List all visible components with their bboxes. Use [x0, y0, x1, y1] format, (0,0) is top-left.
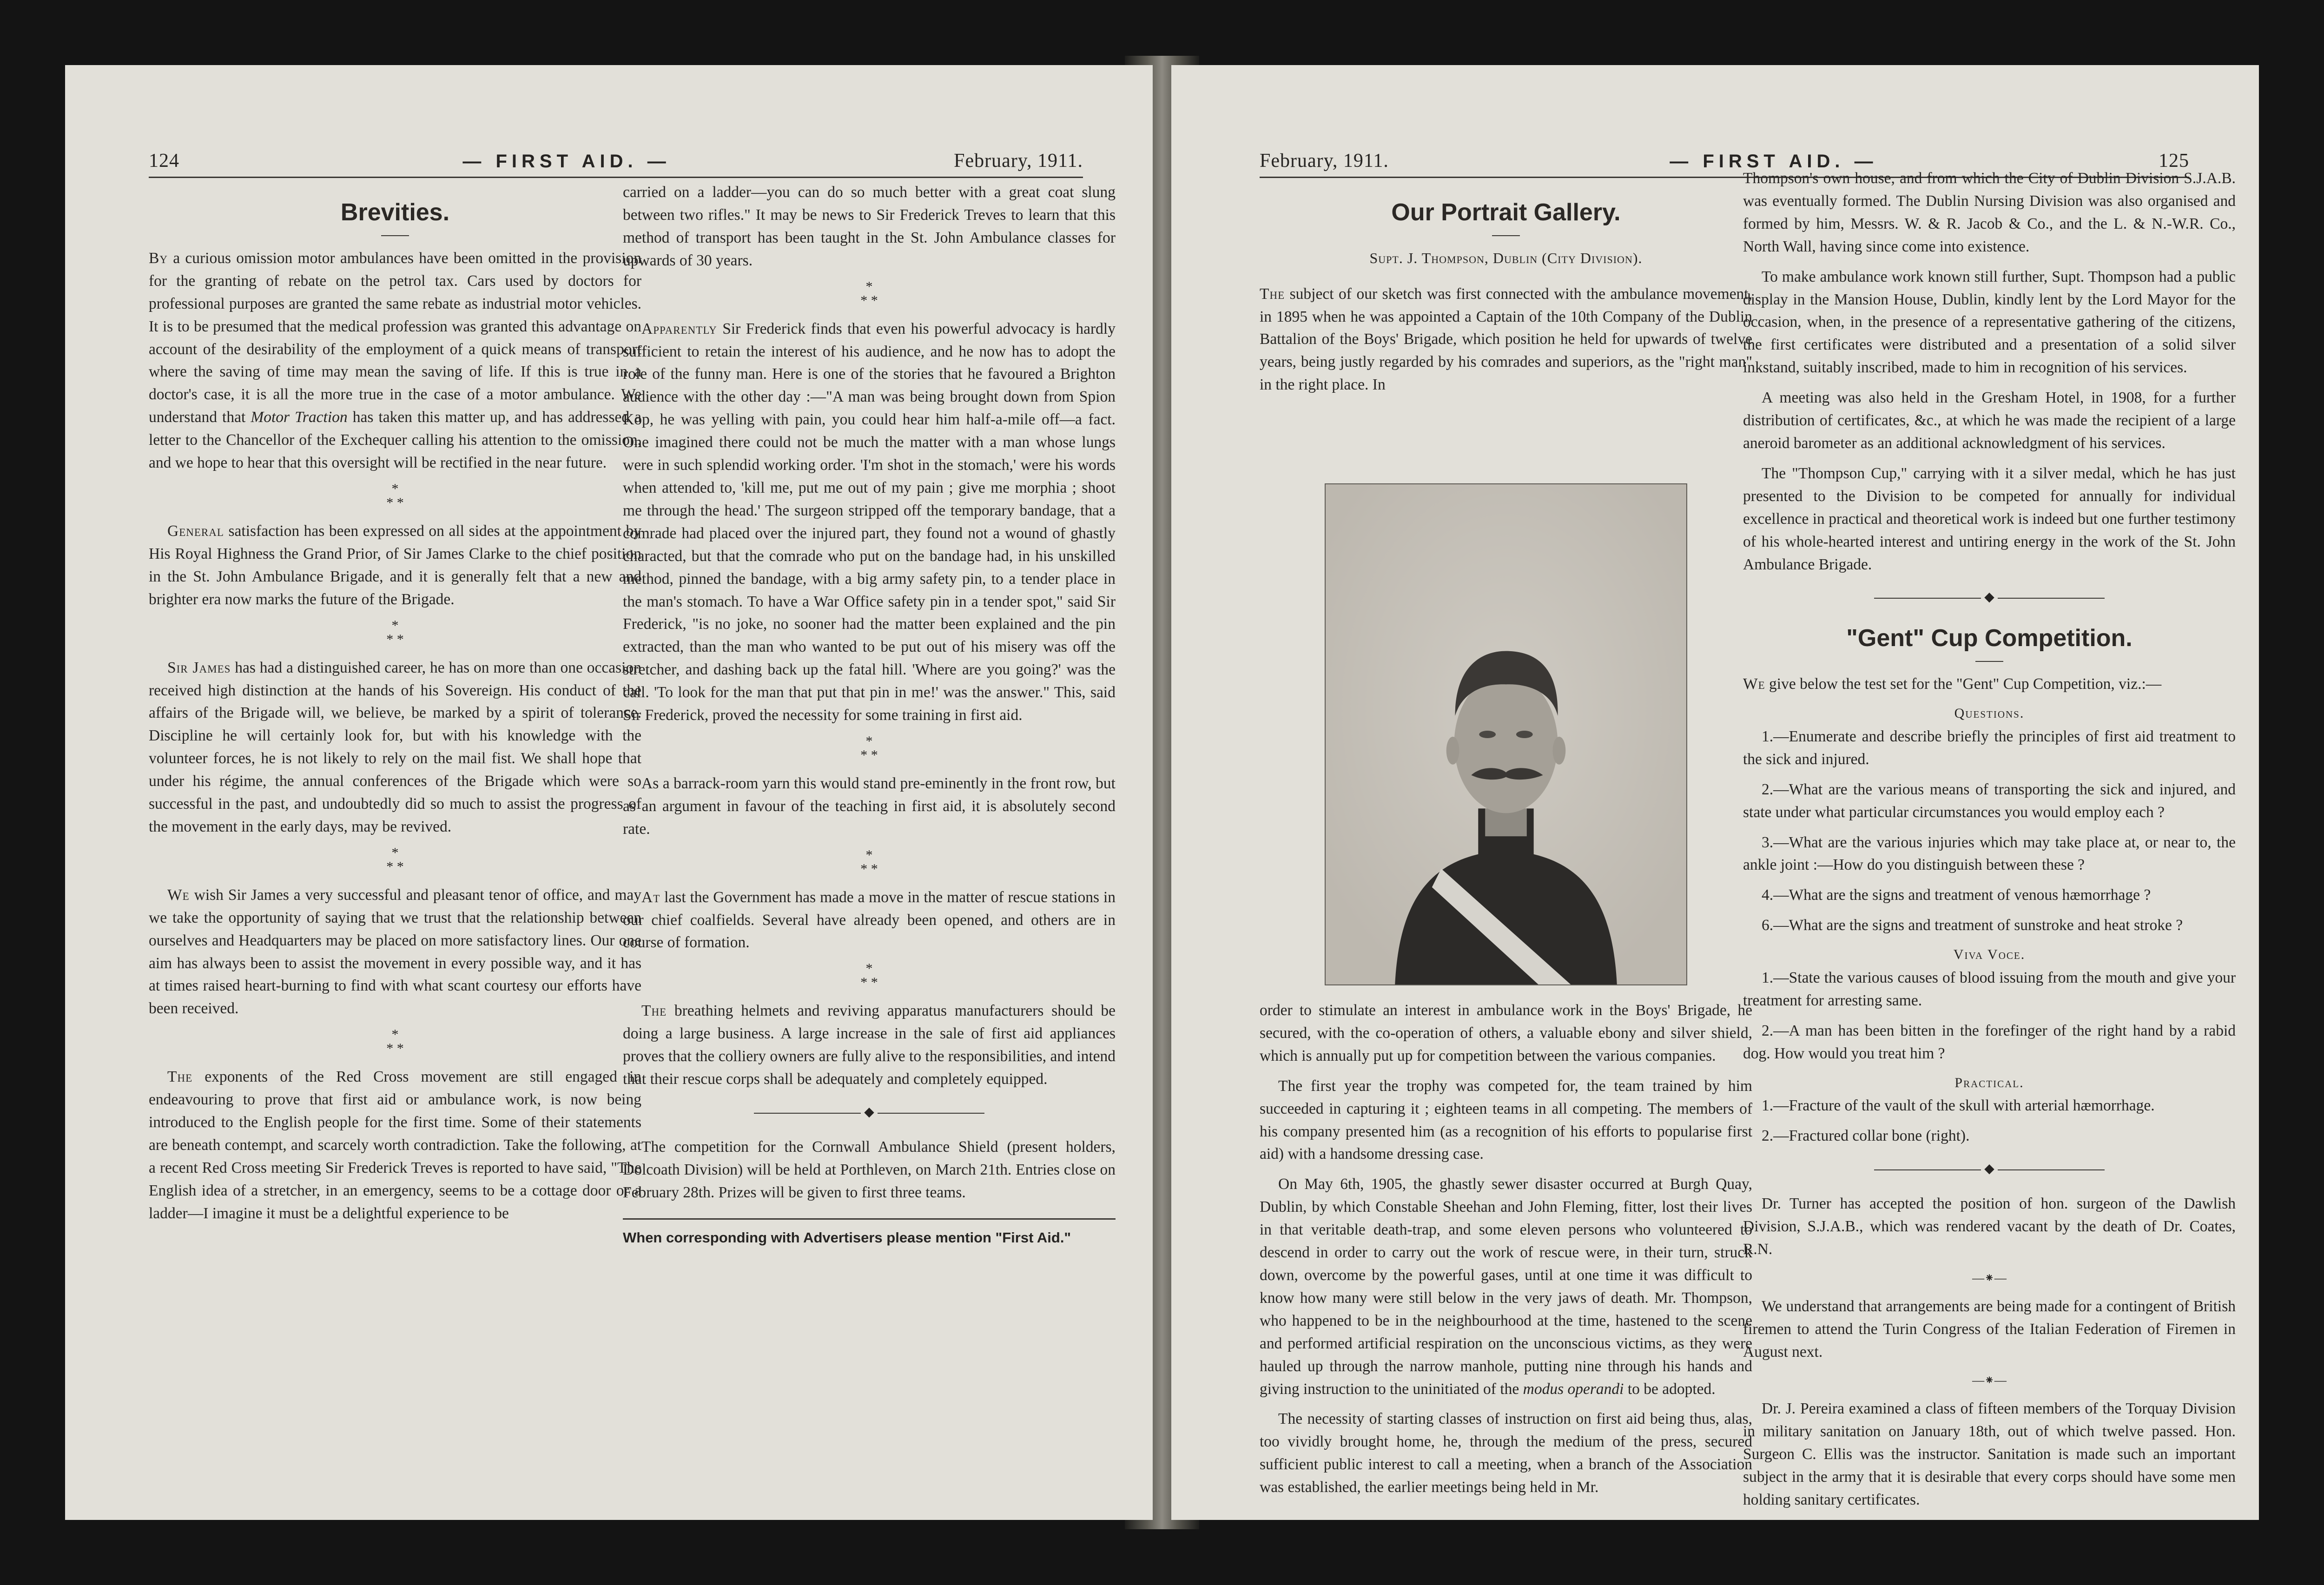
question-item: 2.—What are the various means of transporting the sick and injured, and state under what particular circumstances you would employ each ?: [1743, 780, 2236, 821]
left-column-1: [149, 181, 641, 1233]
portrait-paragraph: The necessity of starting classes of instruction on first aid being thus, alas, too vividly brought home, he, through the medium of the press, secured sufficient public interest to call a meeting, when a branch of the Association was established, the earlier meetings being held in Mr.: [1260, 1410, 1752, 1496]
portrait-paragraph: A meeting was also held in the Gresham Hotel, in 1908, for a further distribution of certificates, &c., at which he was made the recipient of a large aneroid barometer as an additional acknowledgment of his services.: [1743, 389, 2236, 452]
brevities-headline: Brevities.: [340, 199, 450, 226]
small-ornament: —⁕—: [1972, 1374, 2007, 1387]
asterism: * * *: [860, 733, 878, 763]
left-running-head: [149, 135, 1083, 178]
news-item: Dr. J. Pereira examined a class of fifteen members of the Torquay Division in military sanitation on January 18th, out of which twelve passed. Hon. Surgeon C. Ellis was the instructor. Sanitation is made such an important subject in the army that it is desirable that every corps should have some men holding sanitary certificates.: [1743, 1400, 2236, 1509]
portrait-image: [1326, 484, 1686, 984]
right-page-number: 125: [2158, 150, 2189, 172]
brevities-paragraph: We wish Sir James a very successful and pleasant tenor of office, and may we take the opportunity of saying that we trust that the relationship between ourselves and Headquarters may be placed on more satisfactory lines. Our one aim has always been to assist the movement in every possible way, and it has at times raised heart-burning to find with what scant courtesy our efforts have been received.: [149, 886, 641, 1017]
headline-rule: [1975, 661, 2003, 662]
portrait-paragraph: The first year the trophy was competed for, the team trained by him succeeded in capturing it ; eighteen teams in all competing. The members of his company presented him (as a recognition of his efforts to popularise first aid) with a handsome dressing case.: [1260, 1077, 1752, 1163]
brevities-paragraph: General satisfaction has been expressed on all sides at the appointment by His Royal Highness the Grand Prior, of Sir James Clarke to the chief position in the St. John Ambulance Brigade, and it is generally felt that a new and brighter era now marks the future of the Brigade.: [149, 522, 641, 608]
asterism: * * *: [386, 481, 404, 510]
viva-item: 1.—State the various causes of blood issuing from the mouth and give your treatment for arresting same.: [1743, 969, 2236, 1009]
news-item: We understand that arrangements are being made for a contingent of British firemen to attend the Turin Congress of the Italian Federation of Firemen in August next.: [1743, 1297, 2236, 1360]
portrait-paragraph: To make ambulance work known still further, Supt. Thompson had a public display in the Mansion House, Dublin, kindly lent by the Lord Mayor for the occasion, when, in the presence of a representative gathering of the citizens, the first certificates were distributed and a presentation of a solid silver inkstand, suitably inscribed, made to him in recognition of his services.: [1743, 268, 2236, 376]
brevities-paragraph: By a curious omission motor ambulances have been omitted in the provision for the granting of rebate on the petrol tax. Cars used by doctors for professional purposes are granted the same rebate as industrial motor vehicles. It is to be presumed that the medical profession was granted this advantage on account of the desirability of the employment of a quick means of transport where the saving of time may mean the saving of life. If this is true in a doctor's case, it is all the more true in the case of a motor ambulance. We understand that Motor Traction has taken this matter up, and has addressed a letter to the Chancellor of the Exchequer calling his attention to the omission, and we hope to hear that this oversight will be rectified in the near future.: [149, 249, 642, 472]
portrait-paragraph: The subject of our sketch was first connected with the ambulance movement, in 1895 when he was appointed a Captain of the 10th Company of the Dublin Battalion of the Boys' Brigade, which position he held for upwards of twelve years, being justly regarded by his comrades and superiors, as the "right man" in the right place. In: [1260, 285, 1752, 394]
brevities-paragraph: Apparently Sir Frederick finds that even his powerful advocacy is hardly sufficient to retain the interest of his audience, and he now has to adopt the role of the funny man. Here is one of the stories that he favoured a Brighton audience with the other day :—"A man was being brought down from Spion Kop, he was yelling with pain, you could hear him half-a-mile off—a fact. One imagined there could not be much the matter with a man whose lungs were in such splendid working order. 'I'm shot in the stomach,' were his words when attended to, 'kill me, put me out of my pain ; give me morphia ; shoot me through the head.' The surgeon stripped off the temporary bandage, that a comrade had placed over the injured part, they found not a wound of ghastly characted, but that the comrade who put on the bandage had, in his unskilled method, pinned the bandage, with a big army safety pin, to a tender place in the man's stomach. To have a War Office safety pin in a tender spot," said Sir Frederick, "is no joke, no sooner had the matter been explained and the pin extracted, than the man who wanted to be put out of his misery was off the stretcher, and dashing back up the fatal hill. 'Where are you going?' was the call. 'To look for the man that put that pin in me!' was the answer." This, said Sir Frederick, proved the necessity for some training in first aid.: [623, 320, 1116, 724]
question-item: 4.—What are the signs and treatment of venous hæmorrhage ?: [1762, 886, 2151, 904]
asterism: * * *: [386, 617, 404, 647]
brevities-paragraph: At last the Government has made a move in the matter of rescue stations in our chief coalfields. Several have already been opened, and others are in course of formation.: [623, 888, 1116, 951]
asterism: * * *: [386, 1027, 404, 1057]
portrait-paragraph: Thompson's own house, and from which the City of Dublin Division S.J.A.B. was eventually formed. The Dublin Nursing Division was also organised and formed by him, Messrs. W. & R. Jacob & Co., and the L. & N.-W.R. Co., North Wall, having since come into existence.: [1743, 170, 2236, 255]
headline-rule: [1492, 235, 1520, 236]
gent-cup-headline: "Gent" Cup Competition.: [1846, 625, 2133, 652]
right-page: [1171, 65, 2259, 1520]
practical-item: 2.—Fractured collar bone (right).: [1762, 1127, 1970, 1145]
questions-heading: Questions.: [1954, 706, 2025, 721]
question-item: 6.—What are the signs and treatment of sunstroke and heat stroke ?: [1762, 917, 2183, 934]
portrait-paragraph: order to stimulate an interest in ambulance work in the Boys' Brigade, he secured, with the co-operation of others, a valuable ebony and silver shield, which is annually put up for competition between the various companies.: [1260, 1002, 1752, 1064]
portrait-paragraph: The "Thompson Cup," carrying with it a silver medal, which he has just presented to the Division to be competed for annually for individual excellence in practical and theoretical work is indeed but one further testimony of his whole-hearted interest and untiring energy in the work of the St. John Ambulance Brigade.: [1743, 464, 2236, 573]
portrait-subject-line: Supt. J. Thompson, Dublin (City Division).: [1369, 249, 1643, 266]
viva-item: 2.—A man has been bitten in the forefinger of the right hand by a rabid dog. How would you treat him ?: [1743, 1022, 2236, 1062]
right-column-2: [1743, 167, 2236, 1519]
left-column-2: [623, 181, 1116, 1247]
right-column-1-continued: [1260, 999, 1752, 1506]
practical-heading: Practical.: [1954, 1075, 2024, 1090]
cornwall-notice: The competition for the Cornwall Ambulance Shield (present holders, Dolcoath Division) will be held at Porthleven, on March 21th. Entries close on February 28th. Prizes will be given to first three teams.: [623, 1138, 1116, 1201]
practical-item: 1.—Fracture of the vault of the skull with arterial hæmorrhage.: [1762, 1097, 2155, 1115]
brevities-paragraph: carried on a ladder—you can do so much better with a great coat slung between two rifles." It may be news to Sir Frederick Treves to learn that this method of transport has been taught in the St. John Ambulance classes for upwards of 30 years.: [623, 184, 1116, 269]
portrait-photo: [1325, 483, 1687, 985]
question-item: 3.—What are the various injuries which may take place at, or near to, the ankle joint :—How do you distinguish between these ?: [1743, 833, 2236, 874]
portrait-gallery-headline: Our Portrait Gallery.: [1391, 199, 1621, 226]
asterism: * * *: [386, 845, 404, 874]
right-journal-title: — FIRST AID. —: [1670, 151, 1878, 172]
left-journal-title: — FIRST AID. —: [462, 151, 671, 172]
brevities-paragraph: The breathing helmets and reviving apparatus manufacturers should be doing a large business. A large increase in the sale of first aid appliances proves that the colliery owners are fully alive to the responsibilities, and intend that their rescue corps shall be adequately and completely equipped.: [623, 1002, 1116, 1088]
news-item: Dr. Turner has accepted the position of hon. surgeon of the Dawlish Division, S.J.A.B., which was rendered vacant by the death of Dr. Coates, R.N.: [1743, 1195, 2236, 1258]
gent-cup-intro: We give below the test set for the "Gent" Cup Competition, viz.:—: [1743, 675, 2162, 693]
asterism: * * *: [860, 961, 878, 991]
viva-voce-heading: Viva Voce.: [1953, 947, 2026, 963]
left-page-number: 124: [149, 150, 179, 172]
brevities-paragraph: As a barrack-room yarn this would stand pre-eminently in the front row, but as an argument in favour of the teaching in first aid, it is absolutely second rate.: [623, 774, 1116, 838]
section-divider: ◆: [623, 1103, 1116, 1122]
asterism: * * *: [860, 278, 878, 308]
brevities-paragraph: The exponents of the Red Cross movement are still engaged in endeavouring to prove that first aid or ambulance work, is now being introduced to the English people for the first time. Some of their statements are beneath contempt, and scarcely worth contradiction. Take the following, at a recent Red Cross meeting Sir Frederick Treves is reported to have said, "The English idea of a stretcher, in an emergency, seems to be a cottage door or a ladder—I imagine it must be a delightful experience to be: [149, 1068, 642, 1222]
left-date: February, 1911.: [954, 150, 1083, 172]
section-divider: ◆: [1743, 588, 2236, 607]
asterism: * * *: [860, 847, 878, 877]
portrait-paragraph: On May 6th, 1905, the ghastly sewer disaster occurred at Burgh Quay, Dublin, by which Constable Sheehan and John Fleming, fitter, lost their lives in that veritable death-trap, and some eleven persons who volunteered to descend in order to carry out the work of rescue were, in their turn, struck down, overcome by the powerful gases, until at one time it was difficult to know how many were still below in the very jaws of death. Mr. Thompson, who happened to be in the neighbourhood at the time, hastened to the scene and performed artificial respiration on the unconscious victims, as they were hauled up through the narrow manhole, putting nine through his hands and giving instruction to the uninitiated of the modus operandi to be adopted.: [1260, 1176, 1752, 1398]
question-item: 1.—Enumerate and describe briefly the principles of first aid treatment to the sick and injured.: [1743, 727, 2236, 768]
small-ornament: —⁕—: [1972, 1271, 2007, 1285]
brevities-paragraph: Sir James has had a distinguished career, he has on more than one occasion received high distinction at the hands of his Sovereign. His conduct of the affairs of the Brigade will, we believe, be marked by a spirit of tolerance. Discipline he will certainly look for, but with his knowledge with the volunteer forces, he is not likely to rely on the mail fist. We shall hope that under his régime, the annual conferences of the Brigade which were so successful in the past, and undoubtedly did so much to assist the progress of the movement in the early days, may be revived.: [149, 659, 641, 835]
section-divider: ◆: [1743, 1160, 2236, 1179]
headline-rule: [381, 235, 409, 236]
left-page: [65, 65, 1153, 1520]
right-date: February, 1911.: [1260, 150, 1389, 172]
advertisers-notice: When corresponding with Advertisers please mention "First Aid.": [623, 1218, 1116, 1248]
